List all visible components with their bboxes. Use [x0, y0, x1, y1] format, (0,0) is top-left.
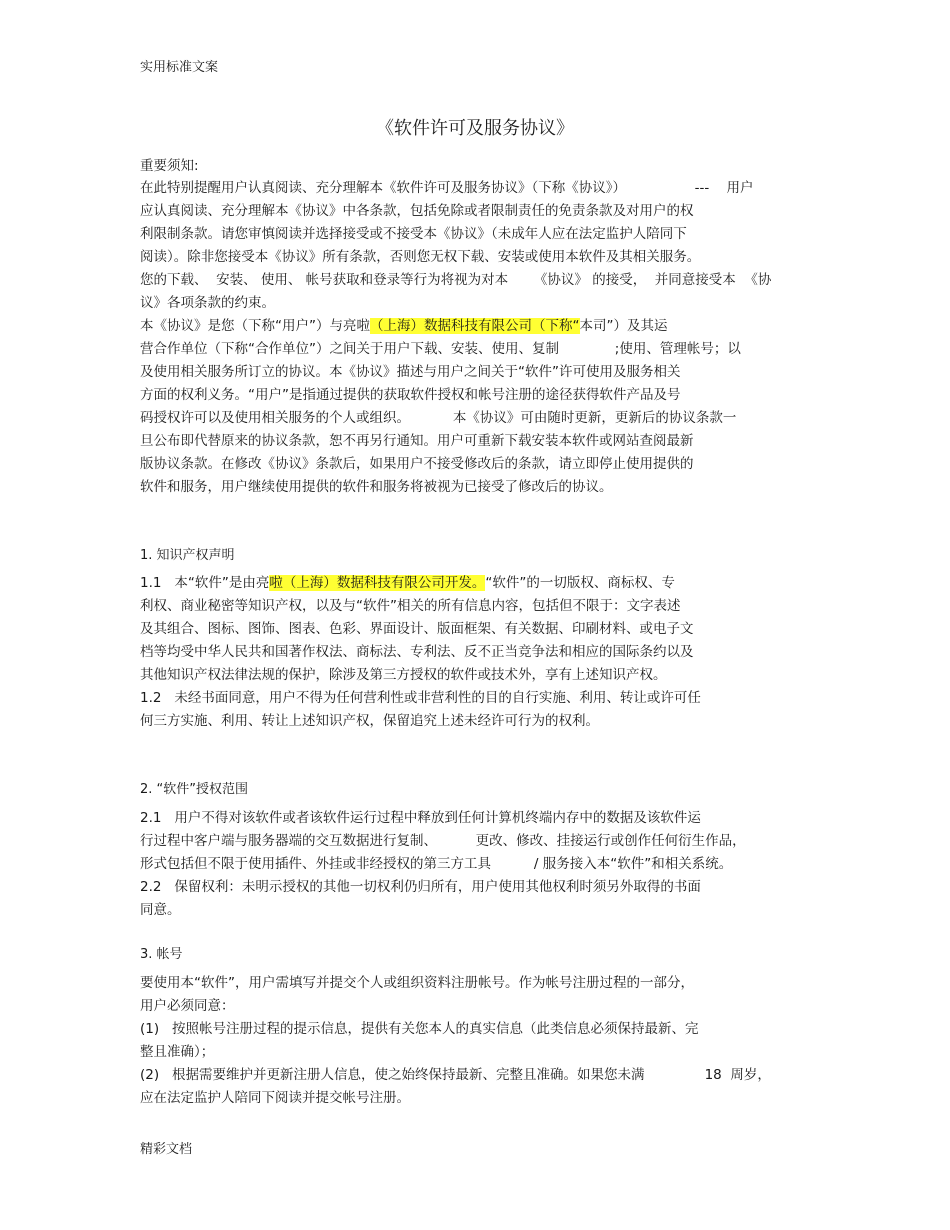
text-segment: 本《协议》是您（下称“用户”）与亮啦 — [140, 318, 370, 334]
section1-line: 何三方实施、利用、转让上述知识产权，保留追究上述未经许可行为的权利。 — [140, 713, 599, 729]
section1-line: 档等均受中华人民共和国著作权法、商标法、专利法、反不正当竞争法和相应的国际条约以及 — [140, 644, 694, 660]
section1-line: 1.2 未经书面同意，用户不得为任何营利性或非营利性的目的自行实施、利用、转让或许可任 — [140, 690, 701, 706]
section2-line: 2.2 保留权利：未明示授权的其他一切权利仍归所有，用户使用其他权利时须另外取得的书面 — [140, 879, 701, 895]
section-heading: 1. 知识产权声明 — [140, 548, 235, 563]
intro-line: 您的下载、 安装、 使用、 帐号获取和登录等行为将视为对本 《协议》 的接受， 并同意接受本 《协 — [140, 272, 772, 288]
intro-line: 议》各项条款的约束。 — [140, 295, 275, 311]
section3-line: (2) 根据需要维护并更新注册人信息，使之始终保持最新、完整且准确。如果您未满 18 周岁， — [140, 1067, 771, 1083]
intro-line: 及使用相关服务所订立的协议。本《协议》描述与用户之间关于“软件”许可使用及服务相关 — [140, 364, 681, 380]
intro-line: 版协议条款。在修改《协议》条款后，如果用户不接受修改后的条款，请立即停止使用提供的 — [140, 456, 694, 472]
section1-line: 及其组合、图标、图饰、图表、色彩、界面设计、版面框架、有关数据、印刷材料、或电子文 — [140, 621, 694, 637]
section1-line — [140, 573, 675, 593]
section1-line: 其他知识产权法律法规的保护，除涉及第三方授权的软件或技术外，享有上述知识产权。 — [140, 667, 667, 683]
section3-line: (1) 按照帐号注册过程的提示信息，提供有关您本人的真实信息（此类信息必须保持最新、完 — [140, 1021, 699, 1037]
section-heading: 3. 帐号 — [140, 947, 183, 962]
intro-line: 在此特别提醒用户认真阅读、充分理解本《软件许可及服务协议》（下称《协议》） --- 用户 — [140, 180, 754, 196]
section1-line: 利权、商业秘密等知识产权，以及与“软件”相关的所有信息内容，包括但不限于：文字表述 — [140, 598, 681, 614]
page-header: 实用标准文案 — [140, 60, 219, 75]
highlighted-company-name: 啦（上海）数据科技有限公司开发。 — [269, 575, 486, 591]
section-heading: 2. “软件”授权范围 — [140, 782, 249, 797]
intro-line: 旦公布即代替原来的协议条款，恕不再另行通知。用户可重新下载安装本软件或网站查阅最新 — [140, 433, 694, 449]
intro-p2-line — [140, 316, 668, 336]
section3-line: 用户必须同意： — [140, 998, 235, 1014]
section2-line: 行过程中客户端与服务器端的交互数据进行复制、 更改、修改、挂接运行或创作任何衍生作品， — [140, 833, 746, 849]
page-footer: 精彩文档 — [140, 1142, 193, 1157]
intro-heading: 重要须知: — [140, 158, 199, 174]
section2-line: 形式包括但不限于使用插件、外挂或非经授权的第三方工具 / 服务接入本“软件”和相关系统。 — [140, 856, 733, 872]
intro-line: 应认真阅读、充分理解本《协议》中各条款，包括免除或者限制责任的免责条款及对用户的权 — [140, 203, 694, 219]
section3-line: 整且准确）； — [140, 1044, 215, 1060]
highlighted-company-name: （上海）数据科技有限公司（下称“ — [370, 318, 580, 334]
intro-line: 软件和服务，用户继续使用提供的软件和服务将被视为已接受了修改后的协议。 — [140, 479, 613, 495]
section2-line: 2.1 用户不得对该软件或者该软件运行过程中释放到任何计算机终端内存中的数据及该软件运 — [140, 810, 701, 826]
intro-line: 码授权许可以及使用相关服务的个人或组织。 本《协议》可由随时更新，更新后的协议条款一 — [140, 410, 737, 426]
intro-line: 方面的权利义务。“用户”是指通过提供的获取软件授权和帐号注册的途径获得软件产品及号 — [140, 387, 681, 403]
text-segment: “软件”的一切版权、商标权、专 — [485, 575, 675, 591]
section3-line: 应在法定监护人陪同下阅读并提交帐号注册。 — [140, 1090, 410, 1106]
section3-line: 要使用本“软件”，用户需填写并提交个人或组织资料注册帐号。作为帐号注册过程的一部分， — [140, 975, 694, 991]
text-segment: 本司”）及其运 — [579, 318, 668, 334]
section2-line: 同意。 — [140, 902, 181, 918]
text-segment: 1.1 本“软件”是由亮 — [140, 575, 270, 591]
intro-line: 阅读）。除非您接受本《协议》所有条款，否则您无权下载、安装或使用本软件及其相关服务。 — [140, 249, 701, 265]
intro-line: 利限制条款。请您审慎阅读并选择接受或不接受本《协议》（未成年人应在法定监护人陪同下 — [140, 226, 687, 242]
document-title: 《软件许可及服务协议》 — [376, 118, 574, 139]
intro-line: 营合作单位（下称“合作单位”）之间关于用户下载、安装、使用、复制 ;使用、管理帐号；以 — [140, 341, 741, 357]
